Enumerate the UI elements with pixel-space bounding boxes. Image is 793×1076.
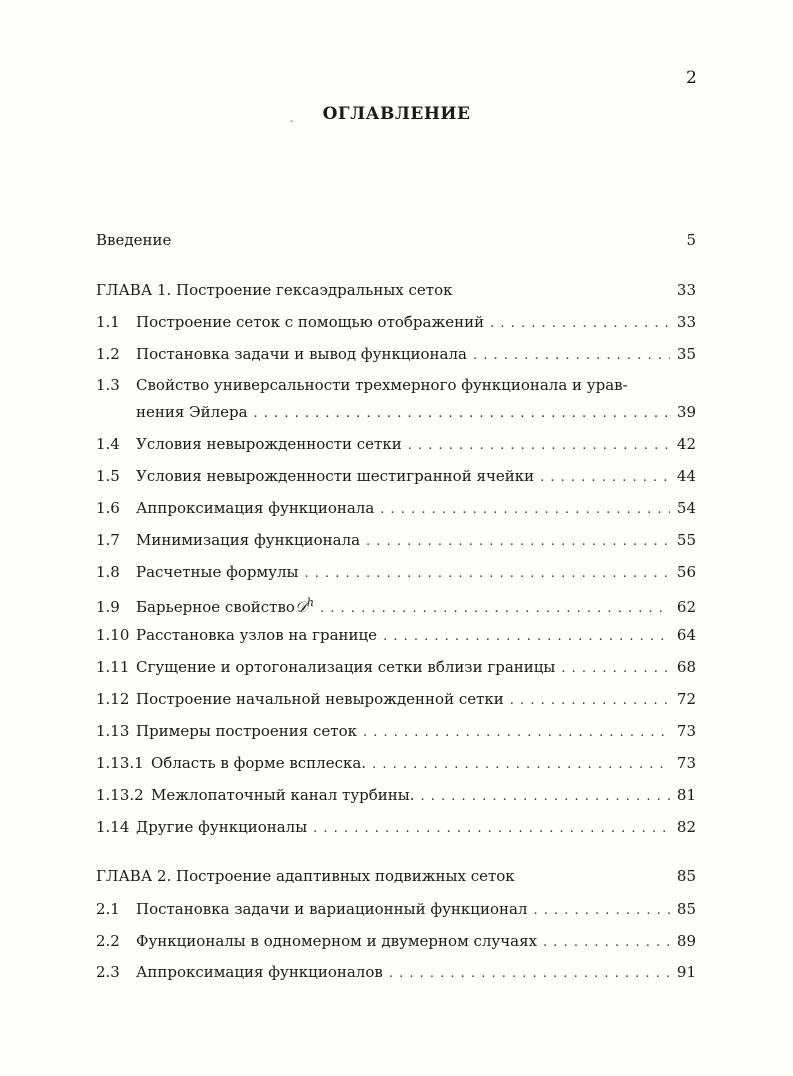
toc-entry-number: 2.3 [96, 963, 120, 981]
toc-entry-page: 54 [676, 499, 696, 517]
toc-entry-1-10[interactable] [96, 625, 696, 647]
toc-entry-page: 33 [676, 281, 696, 299]
leader-dots [377, 627, 670, 647]
toc-entry-1-7[interactable] [96, 530, 696, 552]
toc-entry-1-13[interactable] [96, 721, 696, 743]
toc-entry-1-4[interactable] [96, 434, 696, 456]
leader-dots [298, 564, 670, 584]
leader-dots [248, 404, 670, 424]
toc-entry-number: 1.14 [96, 818, 130, 836]
toc-entry-number: 1.13 [96, 722, 130, 740]
toc-entry-1-3-continuation[interactable] [136, 402, 696, 424]
toc-entry-title: ГЛАВА 2. Построение адаптивных подвижных сеток [96, 867, 515, 885]
toc-entry-number: 1.10 [96, 626, 130, 644]
toc-entry-title: Функционалы в одномерном и двумерном случаях [136, 932, 538, 950]
toc-entry-page: 85 [676, 867, 696, 885]
toc-entry-title: Сгущение и ортогонализация сетки вблизи границы [136, 658, 556, 676]
leader-dots [360, 532, 670, 552]
toc-entry-number: 1.8 [96, 563, 120, 581]
toc-entry-1-14[interactable] [96, 817, 696, 839]
page-title-text: ОГЛАВЛЕНИЕ [322, 104, 471, 124]
toc-entry-page: 56 [676, 563, 696, 581]
leader-dots [307, 819, 670, 839]
toc-entry-number: 1.9 [96, 598, 120, 616]
toc-entry-intro[interactable] [96, 230, 696, 250]
toc-entry-number: 1.6 [96, 499, 120, 517]
toc-entry-number: 1.7 [96, 531, 120, 549]
toc-entry-title: ГЛАВА 1. Построение гексаэдральных сеток [96, 281, 453, 299]
toc-entry-page: 35 [676, 345, 696, 363]
toc-entry-number: 1.12 [96, 690, 130, 708]
toc-entry-1-11[interactable] [96, 657, 696, 679]
toc-entry-1-13-1[interactable] [96, 753, 696, 775]
toc-entry-page: 85 [676, 900, 696, 918]
toc-entry-title: Минимизация функционала [136, 531, 361, 549]
toc-entry-title: Аппроксимация функционала [136, 499, 375, 517]
toc-entry-title: Межлопаточный канал турбины. [151, 786, 415, 804]
toc-entry-page: 64 [676, 626, 696, 644]
toc-entry-number: 1.11 [96, 658, 130, 676]
leader-dots [527, 901, 670, 921]
toc-entry-2-3[interactable] [96, 962, 696, 984]
leader-dots [314, 599, 670, 619]
toc-entry-title: Свойство универсальности трехмерного функционала и урав- [136, 376, 628, 394]
page-number: 2 [686, 68, 697, 88]
math-symbol-d-h: 𝒟$^h$ [294, 596, 315, 616]
leader-dots [357, 723, 670, 743]
toc-entry-title: Расчетные формулы [136, 563, 299, 581]
toc-entry-title: Условия невырожденности сетки [136, 435, 402, 453]
toc-entry-1-5[interactable] [96, 466, 696, 488]
toc-entry-page: 82 [676, 818, 696, 836]
leader-dots [374, 500, 670, 520]
toc-entry-page: 42 [676, 435, 696, 453]
leader-dots [537, 933, 670, 953]
toc-entry-title: Постановка задачи и вариационный функционал [136, 900, 528, 918]
toc-entry-page: 62 [676, 598, 696, 616]
toc-entry-title: Примеры построения сеток [136, 722, 357, 740]
toc-entry-number: 2.2 [96, 932, 120, 950]
stray-mark: - [290, 116, 294, 127]
leader-dots [555, 659, 670, 679]
toc-entry-title: Построение сеток с помощью отображений [136, 313, 485, 331]
toc-entry-1-3[interactable] [96, 375, 696, 395]
toc-entry-number: 1.2 [96, 345, 120, 363]
toc-entry-2-2[interactable] [96, 931, 696, 953]
toc-entry-1-12[interactable] [96, 689, 696, 711]
toc-entry-page: 68 [676, 658, 696, 676]
toc-entry-page: 73 [676, 754, 696, 772]
toc-entry-page: 39 [676, 403, 696, 421]
toc-entry-1-2[interactable] [96, 344, 696, 366]
toc-entry-title: Другие функционалы [136, 818, 308, 836]
toc-entry-title-continued: нения Эйлера [136, 403, 248, 421]
toc-entry-title: Введение [96, 231, 172, 249]
toc-entry-page: 33 [676, 313, 696, 331]
toc-chapter-1[interactable] [96, 280, 696, 300]
toc-entry-title: Условия невырожденности шестигранной ячейки [136, 467, 535, 485]
leader-dots [383, 964, 670, 984]
leader-dots [484, 314, 670, 334]
leader-dots [467, 346, 670, 366]
toc-entry-number: 1.5 [96, 467, 120, 485]
toc-entry-title: Барьерное свойство [136, 598, 295, 616]
toc-entry-1-6[interactable] [96, 498, 696, 520]
toc-entry-number: 1.3 [96, 376, 120, 394]
toc-entry-1-1[interactable] [96, 312, 696, 334]
toc-entry-number: 2.1 [96, 900, 120, 918]
toc-entry-1-13-2[interactable] [96, 785, 696, 807]
toc-entry-page: 73 [676, 722, 696, 740]
toc-entry-number: 1.4 [96, 435, 120, 453]
toc-entry-page: 91 [676, 963, 696, 981]
toc-entry-page: 44 [676, 467, 696, 485]
leader-dots [534, 468, 670, 488]
toc-entry-1-9[interactable] [96, 593, 696, 619]
toc-entry-title: Аппроксимация функционалов [136, 963, 383, 981]
page-title [0, 104, 793, 124]
toc-entry-title: Область в форме всплеска. [151, 754, 367, 772]
toc-entry-title: Построение начальной невырожденной сетки [136, 690, 504, 708]
toc-entry-title: Расстановка узлов на границе [136, 626, 378, 644]
toc-entry-number: 1.13.2 [96, 786, 144, 804]
toc-entry-title: Постановка задачи и вывод функционала [136, 345, 467, 363]
toc-entry-page: 81 [676, 786, 696, 804]
leader-dots [402, 436, 670, 456]
toc-entry-page: 89 [676, 932, 696, 950]
toc-entry-page: 55 [676, 531, 696, 549]
toc-chapter-2[interactable] [96, 866, 696, 886]
toc-entry-page: 5 [686, 231, 696, 249]
toc-entry-1-8[interactable] [96, 562, 696, 584]
leader-dots [504, 691, 670, 711]
leader-dots [415, 787, 671, 807]
toc-entry-2-1[interactable] [96, 899, 696, 921]
toc-entry-page: 72 [676, 690, 696, 708]
toc-entry-number: 1.1 [96, 313, 120, 331]
toc-entry-number: 1.13.1 [96, 754, 144, 772]
leader-dots [366, 755, 670, 775]
